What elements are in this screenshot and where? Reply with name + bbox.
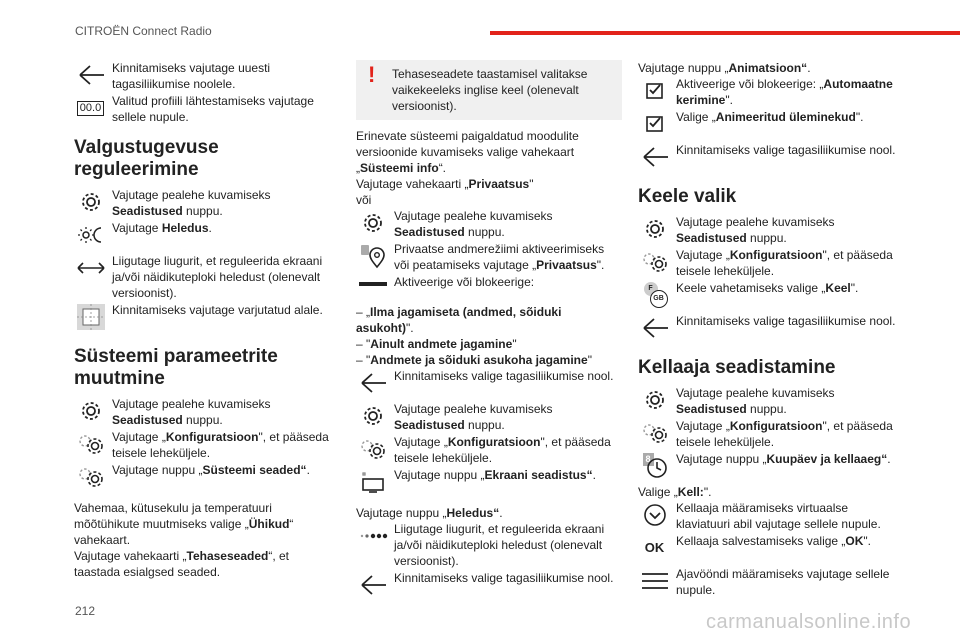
- back-arrow-icon: [74, 60, 107, 90]
- gear-icon: [638, 385, 671, 415]
- step-date-time: 8 Vajutage nuppu „Kuupäev ja kellaaeg“.: [638, 451, 900, 483]
- chevron-down-icon: [638, 500, 671, 530]
- ok-icon: OK: [644, 540, 665, 555]
- double-gear-icon: [356, 434, 389, 464]
- step-back-confirm-4: Kinnitamiseks valige tagasiliikumise nool.: [638, 142, 900, 174]
- checkbox-icon: [638, 76, 671, 106]
- dots-slider-icon: [356, 521, 389, 551]
- step-configuration: Vajutage „Konfiguratsioon", et pääseda teisele leheküljele.: [74, 429, 330, 461]
- double-gear-icon: [638, 247, 671, 277]
- system-info-paragraph: Erinevate süsteemi paigaldatud moodulite versioonide kuvamiseks valige vahekaart „Süsteemi info“.: [356, 129, 579, 175]
- step-back-confirm-3: Kinnitamiseks valige tagasiliikumise nool.: [356, 570, 622, 602]
- or-paragraph: või: [356, 193, 372, 207]
- double-gear-icon: [74, 429, 107, 459]
- factory-paragraph: Vajutage vahekaarti „Tehaseseaded“, et taastada esialgsed seaded.: [74, 549, 290, 579]
- reset-value-icon: 00.0: [74, 93, 107, 123]
- toggle-bar-icon: [356, 274, 389, 294]
- clock-icon: 8: [638, 451, 671, 481]
- step-configuration-2: Vajutage „Konfiguratsioon", et pääseda teisele leheküljele.: [356, 434, 622, 466]
- step-animated-transitions: Valige „Animeeritud üleminekud".: [638, 109, 900, 141]
- step-text: Valitud profiili lähtestamiseks vajutage sellele nupule.: [112, 94, 314, 124]
- option-no-sharing: – „Ilma jagamiseta (andmed, sõiduki asukoht)".: [356, 305, 562, 335]
- step-shaded-area: Kinnitamiseks vajutage varjutatud alale.: [74, 302, 330, 334]
- animation-paragraph: Vajutage nuppu „Animatsioon“.: [638, 61, 811, 75]
- step-reset-profile: [74, 93, 330, 125]
- double-gear-icon: [638, 418, 671, 448]
- step-system-settings: Vajutage nuppu „Süsteemi seaded“.: [74, 462, 330, 494]
- step-open-settings-2: Vajutage pealehe kuvamiseks Seadistused nuppu.: [74, 396, 330, 428]
- privacy-tab-paragraph: Vajutage vahekaarti „Privaatsus": [356, 177, 534, 191]
- step-privacy: Privaatse andmerežiimi aktiveerimiseks või peatamiseks vajutage „Privaatsus".: [356, 241, 622, 273]
- heading-language: Keele valik: [638, 186, 737, 207]
- screen-brightness-icon: [356, 467, 389, 497]
- step-back-confirm-2: Kinnitamiseks valige tagasiliikumise nool.: [356, 368, 622, 400]
- step-configuration-3: Vajutage „Konfiguratsioon", et pääseda teisele leheküljele.: [638, 247, 900, 279]
- heading-system-params: Süsteemi parameetrite muutmine: [74, 346, 278, 389]
- step-back-confirm: [74, 60, 330, 92]
- location-privacy-icon: [356, 241, 389, 271]
- gear-icon: [74, 396, 107, 426]
- heading-clock: Kellaaja seadistamine: [638, 357, 836, 378]
- brightness-button-paragraph: Vajutage nuppu „Heledus“.: [356, 506, 503, 520]
- step-virtual-keyboard: Kellaaja määramiseks virtuaalse klaviatuuri abil vajutage sellele nupule.: [638, 500, 900, 532]
- header-accent-bar: [490, 31, 960, 35]
- step-timezone: Ajavööndi määramiseks vajutage sellele nupule.: [638, 566, 900, 598]
- gear-icon: [356, 401, 389, 431]
- gear-icon: [74, 187, 107, 217]
- step-screen-settings: Vajutage nuppu „Ekraani seadistus“.: [356, 467, 622, 499]
- step-open-settings: Vajutage pealehe kuvamiseks Seadistused nuppu.: [74, 187, 330, 219]
- step-auto-scroll: Aktiveerige või blokeerige: „Automaatne kerimine".: [638, 76, 900, 108]
- warning-box: ! Tehaseseadete taastamisel valitakse vaikekeeleks inglise keel (olenevalt versioonist).: [356, 60, 622, 120]
- step-configuration-4: Vajutage „Konfiguratsioon", et pääseda teisele leheküljele.: [638, 418, 900, 450]
- page-header-title: CITROËN Connect Radio: [75, 24, 212, 38]
- step-brightness: Vajutage Heledus.: [74, 220, 330, 252]
- step-language: F GB Keele vahetamiseks valige „Keel".: [638, 280, 900, 312]
- slider-icon: [74, 253, 107, 283]
- shaded-area-icon: [74, 302, 107, 332]
- step-text: Kinnitamiseks vajutage uuesti tagasiliikumise noolele.: [112, 61, 271, 91]
- gear-icon: [356, 208, 389, 238]
- step-save-ok: OK Kellaaja salvestamiseks valige „OK".: [638, 533, 900, 565]
- heading-brightness: Valgustugevuse reguleerimine: [74, 137, 219, 180]
- sun-moon-icon: [74, 220, 107, 250]
- menu-icon: [638, 566, 671, 596]
- step-slider-2: Liigutage liugurit, et reguleerida ekraani ja/või näidikuteploki heledust (olenevalt versioonist).: [356, 521, 622, 569]
- watermark: carmanualsonline.info: [706, 611, 912, 633]
- double-gear-icon: [74, 462, 107, 492]
- language-flag-icon: F GB: [638, 280, 671, 310]
- step-toggle: Aktiveerige või blokeerige:: [356, 274, 622, 290]
- step-open-settings-3: Vajutage pealehe kuvamiseks Seadistused nuppu.: [356, 208, 622, 240]
- warning-icon: !: [368, 62, 376, 87]
- back-arrow-icon: [638, 142, 671, 172]
- step-open-settings-6: Vajutage pealehe kuvamiseks Seadistused nuppu.: [638, 385, 900, 417]
- step-slider: Liigutage liugurit, et reguleerida ekraani ja/või näidikuteploki heledust (olenevalt versioonist).: [74, 253, 330, 301]
- back-arrow-icon: [356, 570, 389, 600]
- clock-tab-paragraph: Valige „Kell:".: [638, 485, 712, 499]
- page-number: 212: [75, 604, 96, 618]
- back-arrow-icon: [356, 368, 389, 398]
- gear-icon: [638, 214, 671, 244]
- step-back-confirm-5: Kinnitamiseks valige tagasiliikumise nool.: [638, 313, 900, 345]
- checkbox-icon: [638, 109, 671, 139]
- option-data-only: – "Ainult andmete jagamine": [356, 337, 517, 351]
- step-open-settings-5: Vajutage pealehe kuvamiseks Seadistused nuppu.: [638, 214, 900, 246]
- column-3: [638, 60, 900, 599]
- step-open-settings-4: Vajutage pealehe kuvamiseks Seadistused nuppu.: [356, 401, 622, 433]
- back-arrow-icon: [638, 313, 671, 343]
- units-paragraph: Vahemaa, kütusekulu ja temperatuuri mõõtühikute muutmiseks valige „Ühikud“ vahekaart.: [74, 501, 294, 547]
- option-data-location: – "Andmete ja sõiduki asukoha jagamine": [356, 353, 592, 367]
- column-2: [356, 60, 622, 603]
- column-1: [74, 60, 330, 580]
